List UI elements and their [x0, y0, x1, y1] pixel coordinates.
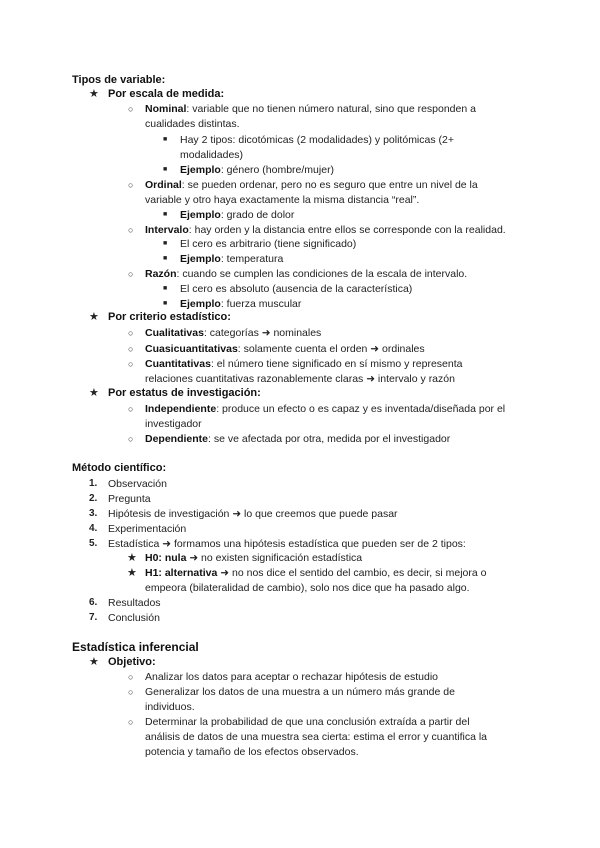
circle-bullet-icon: ○ — [128, 269, 134, 279]
step-number: 2. — [89, 493, 98, 504]
step-text: Pregunta — [108, 493, 151, 505]
circle-bullet-icon: ○ — [128, 717, 134, 727]
nominal-example: Ejemplo: género (hombre/mujer) — [180, 164, 335, 176]
nominal-line-1: Nominal: variable que no tienen número natural, sino que responden a — [145, 103, 476, 115]
square-bullet-icon: ■ — [163, 136, 168, 143]
star-bullet-icon: ★ — [89, 656, 99, 668]
nominal-sub1-line-1: Hay 2 tipos: dicotómicas (2 modalidades) y politómicas (2+ — [180, 134, 454, 146]
nominal-line-2: cualidades distintas. — [145, 118, 240, 130]
cuantitativas-line-1: Cuantitativas: el número tiene significado en sí mismo y representa — [145, 358, 463, 370]
criterio-heading: Por criterio estadístico: — [108, 311, 231, 323]
tipos-title: Tipos de variable: — [72, 74, 166, 86]
circle-bullet-icon: ○ — [128, 359, 134, 369]
circle-bullet-icon: ○ — [128, 344, 134, 354]
circle-bullet-icon: ○ — [128, 434, 134, 444]
square-bullet-icon: ■ — [163, 166, 168, 173]
step-text: Observación — [108, 478, 167, 490]
razon-sub1: El cero es absoluto (ausencia de la característica) — [180, 283, 413, 295]
star-bullet-icon: ★ — [89, 88, 99, 100]
circle-bullet-icon: ○ — [128, 104, 134, 114]
star-bullet-icon: ★ — [89, 387, 99, 399]
square-bullet-icon: ■ — [163, 300, 168, 307]
objetivo-item-3-line-1: Determinar la probabilidad de que una conclusión extraída a partir del — [145, 716, 470, 728]
circle-bullet-icon: ○ — [128, 687, 134, 697]
step-text: Experimentación — [108, 523, 187, 535]
objetivo-item-2-line-2: individuos. — [145, 701, 195, 713]
objetivo-item-2-line-1: Generalizar los datos de una muestra a un número más grande de — [145, 686, 455, 698]
objetivo-item-3-line-3: potencia y tamaño de los efectos observados. — [145, 746, 359, 758]
h1-line-2: empeora (bilateralidad de cambio), solo nos dice que ha pasado algo. — [145, 582, 470, 594]
square-bullet-icon: ■ — [163, 285, 168, 292]
star-bullet-icon: ★ — [127, 567, 137, 579]
star-bullet-icon: ★ — [127, 552, 137, 564]
step-number: 5. — [89, 538, 98, 549]
objetivo-item-3-line-2: análisis de datos de una muestra sea cierta: estima el error y cuantifica la — [145, 731, 488, 743]
intervalo-sub1: El cero es arbitrario (tiene significado) — [180, 238, 357, 250]
razon-line-1: Razón: cuando se cumplen las condiciones de la escala de intervalo. — [145, 268, 468, 280]
cualitativas-line: Cualitativas: categorías ➜ nominales — [145, 327, 322, 339]
cuantitativas-line-2: relaciones cuantitativas razonablemente claras ➜ intervalo y razón — [145, 373, 455, 385]
step-number: 3. — [89, 508, 98, 519]
step-number: 4. — [89, 523, 98, 534]
step-number: 1. — [89, 478, 98, 489]
ordinal-line-2: variable y otro haya exactamente la misma distancia “real”. — [145, 194, 420, 206]
ordinal-example: Ejemplo: grado de dolor — [180, 209, 295, 221]
razon-example: Ejemplo: fuerza muscular — [180, 298, 302, 310]
star-bullet-icon: ★ — [89, 311, 99, 323]
dependiente-line: Dependiente: se ve afectada por otra, medida por el investigador — [145, 433, 451, 445]
objetivo-item-1: Analizar los datos para aceptar o rechazar hipótesis de estudio — [145, 671, 439, 683]
circle-bullet-icon: ○ — [128, 225, 134, 235]
square-bullet-icon: ■ — [163, 255, 168, 262]
step-text: Hipótesis de investigación ➜ lo que creemos que puede pasar — [108, 508, 398, 520]
circle-bullet-icon: ○ — [128, 180, 134, 190]
step-number: 7. — [89, 612, 98, 623]
independiente-line-2: investigador — [145, 418, 202, 430]
ordinal-line-1: Ordinal: se pueden ordenar, pero no es seguro que entre un nivel de la — [145, 179, 478, 191]
step-number: 6. — [89, 597, 98, 608]
nominal-sub1-line-2: modalidades) — [180, 149, 244, 161]
intervalo-line-1: Intervalo: hay orden y la distancia entre ellos se corresponde con la realidad. — [145, 224, 506, 236]
metodo-title: Método científico: — [72, 462, 167, 474]
circle-bullet-icon: ○ — [128, 328, 134, 338]
h1-line-1: H1: alternativa ➜ no nos dice el sentido del cambio, es decir, si mejora o — [145, 567, 487, 579]
step-text: Estadística ➜ formamos una hipótesis estadística que pueden ser de 2 tipos: — [108, 538, 466, 550]
h0-line: H0: nula ➜ no existen significación estadística — [145, 552, 363, 564]
intervalo-example: Ejemplo: temperatura — [180, 253, 284, 265]
inferencial-title: Estadística inferencial — [72, 640, 199, 654]
cuasicuantitativas-line: Cuasicuantitativas: solamente cuenta el orden ➜ ordinales — [145, 343, 425, 355]
escala-heading: Por escala de medida: — [108, 88, 225, 100]
circle-bullet-icon: ○ — [128, 404, 134, 414]
step-text: Conclusión — [108, 612, 160, 624]
square-bullet-icon: ■ — [163, 240, 168, 247]
independiente-line-1: Independiente: produce un efecto o es capaz y es inventada/diseñada por el — [145, 403, 506, 415]
square-bullet-icon: ■ — [163, 211, 168, 218]
estatus-heading: Por estatus de investigación: — [108, 387, 261, 399]
objetivo-heading: Objetivo: — [108, 656, 156, 668]
step-text: Resultados — [108, 597, 161, 609]
circle-bullet-icon: ○ — [128, 672, 134, 682]
